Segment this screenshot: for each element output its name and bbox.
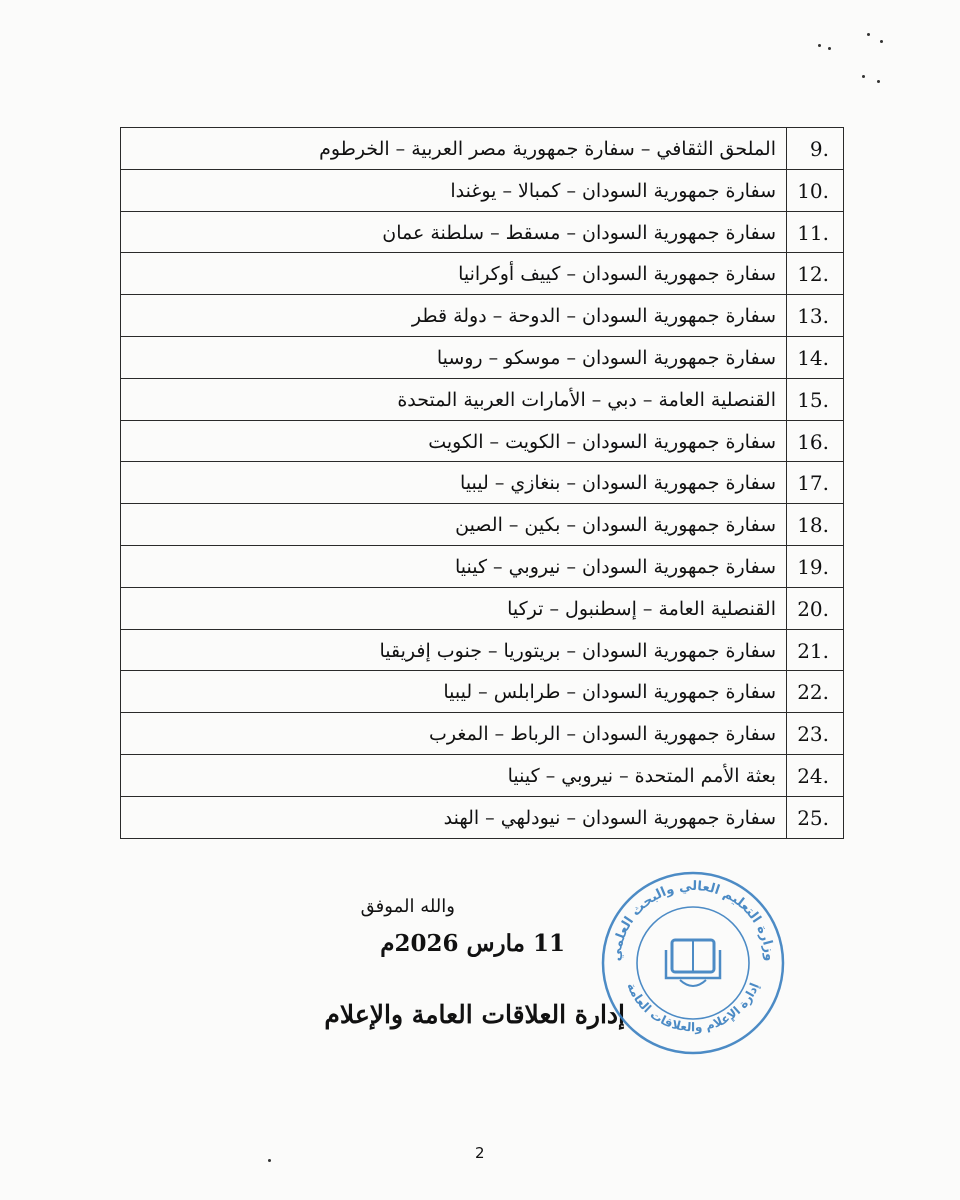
institution-name: سفارة جمهورية السودان – موسكو – روسيا: [436, 346, 776, 369]
row-number: .24: [786, 755, 843, 796]
row-number: .13: [786, 295, 843, 336]
institution-name: سفارة جمهورية السودان – الدوحة – دولة قطر: [411, 305, 776, 328]
table-row: [121, 755, 843, 797]
table-row: [121, 797, 843, 839]
row-number: .22: [786, 671, 843, 712]
scan-speck: [862, 75, 865, 78]
row-number: .10: [786, 170, 843, 211]
table-row: [121, 504, 843, 546]
row-number: .16: [786, 421, 843, 462]
institution-name: سفارة جمهورية السودان – نيودلهي – الهند: [443, 806, 776, 829]
institution-name: الملحق الثقافي – سفارة جمهورية مصر العربية – الخرطوم: [319, 138, 776, 160]
scan-speck: [818, 44, 821, 47]
institution-name: القنصلية العامة – دبي – الأمارات العربية المتحدة: [397, 388, 776, 411]
institution-name: سفارة جمهورية السودان – بكين – الصين: [455, 514, 776, 537]
table-row: [121, 212, 843, 254]
table-row: [121, 295, 843, 337]
table-row: [121, 630, 843, 672]
scan-speck: [877, 80, 880, 83]
institution-name: بعثة الأمم المتحدة – نيروبي – كينيا: [507, 764, 776, 787]
department-signature: إدارة العلاقات العامة والإعلام: [324, 1000, 625, 1029]
scan-speck: [880, 40, 883, 43]
row-number: .19: [786, 546, 843, 587]
table-row: [121, 128, 843, 170]
book-emblem-icon: [666, 940, 720, 986]
row-number: .18: [786, 504, 843, 545]
institution-name: سفارة جمهورية السودان – كمبالا – يوغندا: [450, 179, 776, 202]
scan-speck: [268, 1159, 271, 1162]
institution-name: سفارة جمهورية السودان – الكويت – الكويت: [428, 430, 776, 453]
table-row: [121, 337, 843, 379]
table-row: [121, 253, 843, 295]
row-number: .20: [786, 588, 843, 629]
stamp-outer-text: وزارة التعليم العالي والبحث العلمي: [608, 878, 778, 962]
table-row: [121, 546, 843, 588]
row-number: .14: [786, 337, 843, 378]
table-row: [121, 713, 843, 755]
table-row: [121, 671, 843, 713]
row-number: .21: [786, 630, 843, 671]
institution-name: سفارة جمهورية السودان – الرباط – المغرب: [429, 723, 776, 746]
row-number: .25: [786, 797, 843, 838]
row-number: .11: [786, 212, 843, 253]
row-number: .23: [786, 713, 843, 754]
page-number: 2: [475, 1144, 485, 1162]
institution-name: سفارة جمهورية السودان – كييف أوكرانيا: [458, 263, 776, 286]
closing-phrase: والله الموفق: [360, 896, 455, 917]
institution-name: سفارة جمهورية السودان – طرابلس – ليبيا: [443, 681, 776, 704]
scan-speck: [828, 47, 831, 50]
institutions-table: [120, 127, 844, 839]
row-number: .12: [786, 253, 843, 294]
scan-speck: [867, 33, 870, 36]
document-date: 11 مارس 2026م: [380, 930, 565, 957]
table-row: [121, 379, 843, 421]
table-row: [121, 170, 843, 212]
table-row: [121, 588, 843, 630]
institution-name: سفارة جمهورية السودان – بريتوريا – جنوب إفريقيا: [379, 639, 776, 662]
stamp-bottom-text: إدارة الإعلام والعلاقات العامة: [624, 980, 762, 1035]
institution-name: سفارة جمهورية السودان – نيروبي – كينيا: [454, 555, 776, 578]
institution-name: سفارة جمهورية السودان – مسقط – سلطنة عمان: [382, 221, 776, 244]
institution-name: سفارة جمهورية السودان – بنغازي – ليبيا: [460, 472, 776, 495]
table-row: [121, 421, 843, 463]
table-row: [121, 462, 843, 504]
row-number: .9: [786, 128, 843, 169]
row-number: .17: [786, 462, 843, 503]
institution-name: القنصلية العامة – إسطنبول – تركيا: [507, 597, 776, 620]
row-number: .15: [786, 379, 843, 420]
official-stamp: [598, 868, 788, 1058]
